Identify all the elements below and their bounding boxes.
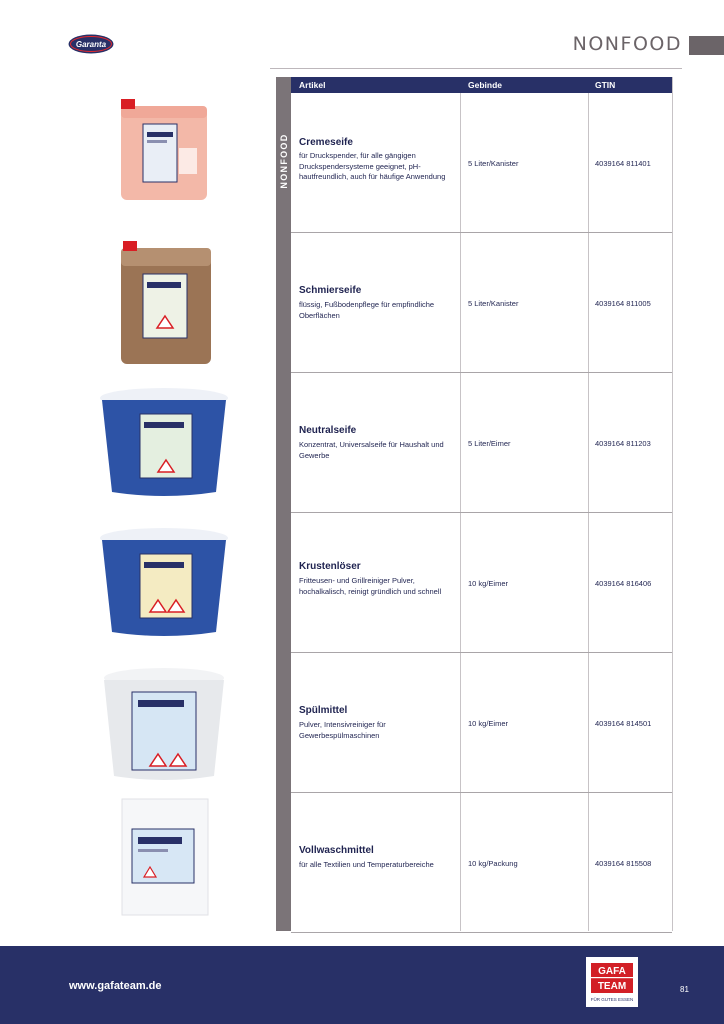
- column-header-artikel: Artikel: [299, 80, 326, 90]
- product-description: Pulver, Intensivreiniger für Gewerbespülmaschinen: [299, 720, 386, 740]
- table-row: [291, 373, 672, 513]
- product-gtin: 4039164 814501: [595, 719, 652, 728]
- product-name: Krustenlöser: [299, 561, 361, 572]
- garanta-logo-text: Garanta: [75, 40, 107, 49]
- column-header-gtin: GTIN: [595, 80, 616, 90]
- table-row: [291, 93, 672, 233]
- product-name: Cremeseife: [299, 137, 353, 148]
- product-table: [291, 77, 673, 931]
- schmierseife-product-image: [115, 240, 215, 367]
- header-rule: [270, 68, 682, 69]
- product-gtin: 4039164 811401: [595, 159, 651, 168]
- cremeseife-product-image: [115, 98, 215, 203]
- product-pack: 5 Liter/Eimer: [468, 439, 511, 448]
- product-description: für alle Textilien und Temperaturbereiche: [299, 860, 434, 869]
- product-name: Spülmittel: [299, 705, 348, 716]
- table-row: [291, 793, 672, 933]
- product-gtin: 4039164 811203: [595, 439, 651, 448]
- table-row: [291, 233, 672, 373]
- product-name: Neutralseife: [299, 425, 357, 436]
- table-row: [291, 513, 672, 653]
- gafa-logo-line2: TEAM: [597, 981, 627, 992]
- product-pack: 5 Liter/Kanister: [468, 159, 519, 168]
- garanta-logo: [68, 34, 114, 54]
- product-pack: 10 kg/Packung: [468, 859, 518, 868]
- table-row: [291, 653, 672, 793]
- product-name: Vollwaschmittel: [299, 845, 374, 856]
- gafa-team-logo: [586, 957, 638, 1007]
- product-gtin: 4039164 811005: [595, 299, 651, 308]
- product-description: Fritteusen- und Grillreiniger Pulver, hochalkalisch, reinigt gründlich und schnell: [299, 576, 442, 596]
- section-marker: [689, 36, 724, 55]
- product-description: für Druckspender, für alle gängigen Druckspendersysteme geeignet, pH-hautfreundlich, auch für häufige Anwendung: [299, 151, 446, 181]
- krustenloeser-product-image: [96, 526, 232, 638]
- product-pack: 5 Liter/Kanister: [468, 299, 519, 308]
- page-number: 81: [680, 985, 689, 994]
- product-description: Konzentrat, Universalseife für Haushalt und Gewerbe: [299, 440, 444, 460]
- table-header: [291, 77, 672, 93]
- product-gtin: 4039164 816406: [595, 579, 652, 588]
- product-gtin: 4039164 815508: [595, 859, 652, 868]
- neutralseife-product-image: [96, 386, 232, 498]
- product-description: flüssig, Fußbodenpflege für empfindliche Oberflächen: [299, 300, 435, 320]
- product-pack: 10 kg/Eimer: [468, 719, 509, 728]
- product-name: Schmierseife: [299, 285, 362, 296]
- product-pack: 10 kg/Eimer: [468, 579, 509, 588]
- section-sidebar: [276, 77, 291, 931]
- gafa-logo-line1: GAFA: [598, 966, 626, 977]
- website-link[interactable]: www.gafateam.de: [69, 980, 162, 992]
- gafa-logo-tagline: FÜR GUTES ESSEN: [590, 997, 634, 1002]
- section-title: NONFOOD: [572, 33, 682, 55]
- vollwaschmittel-product-image: [120, 797, 210, 917]
- column-header-gebinde: Gebinde: [468, 80, 503, 90]
- spuelmittel-product-image: [98, 662, 230, 782]
